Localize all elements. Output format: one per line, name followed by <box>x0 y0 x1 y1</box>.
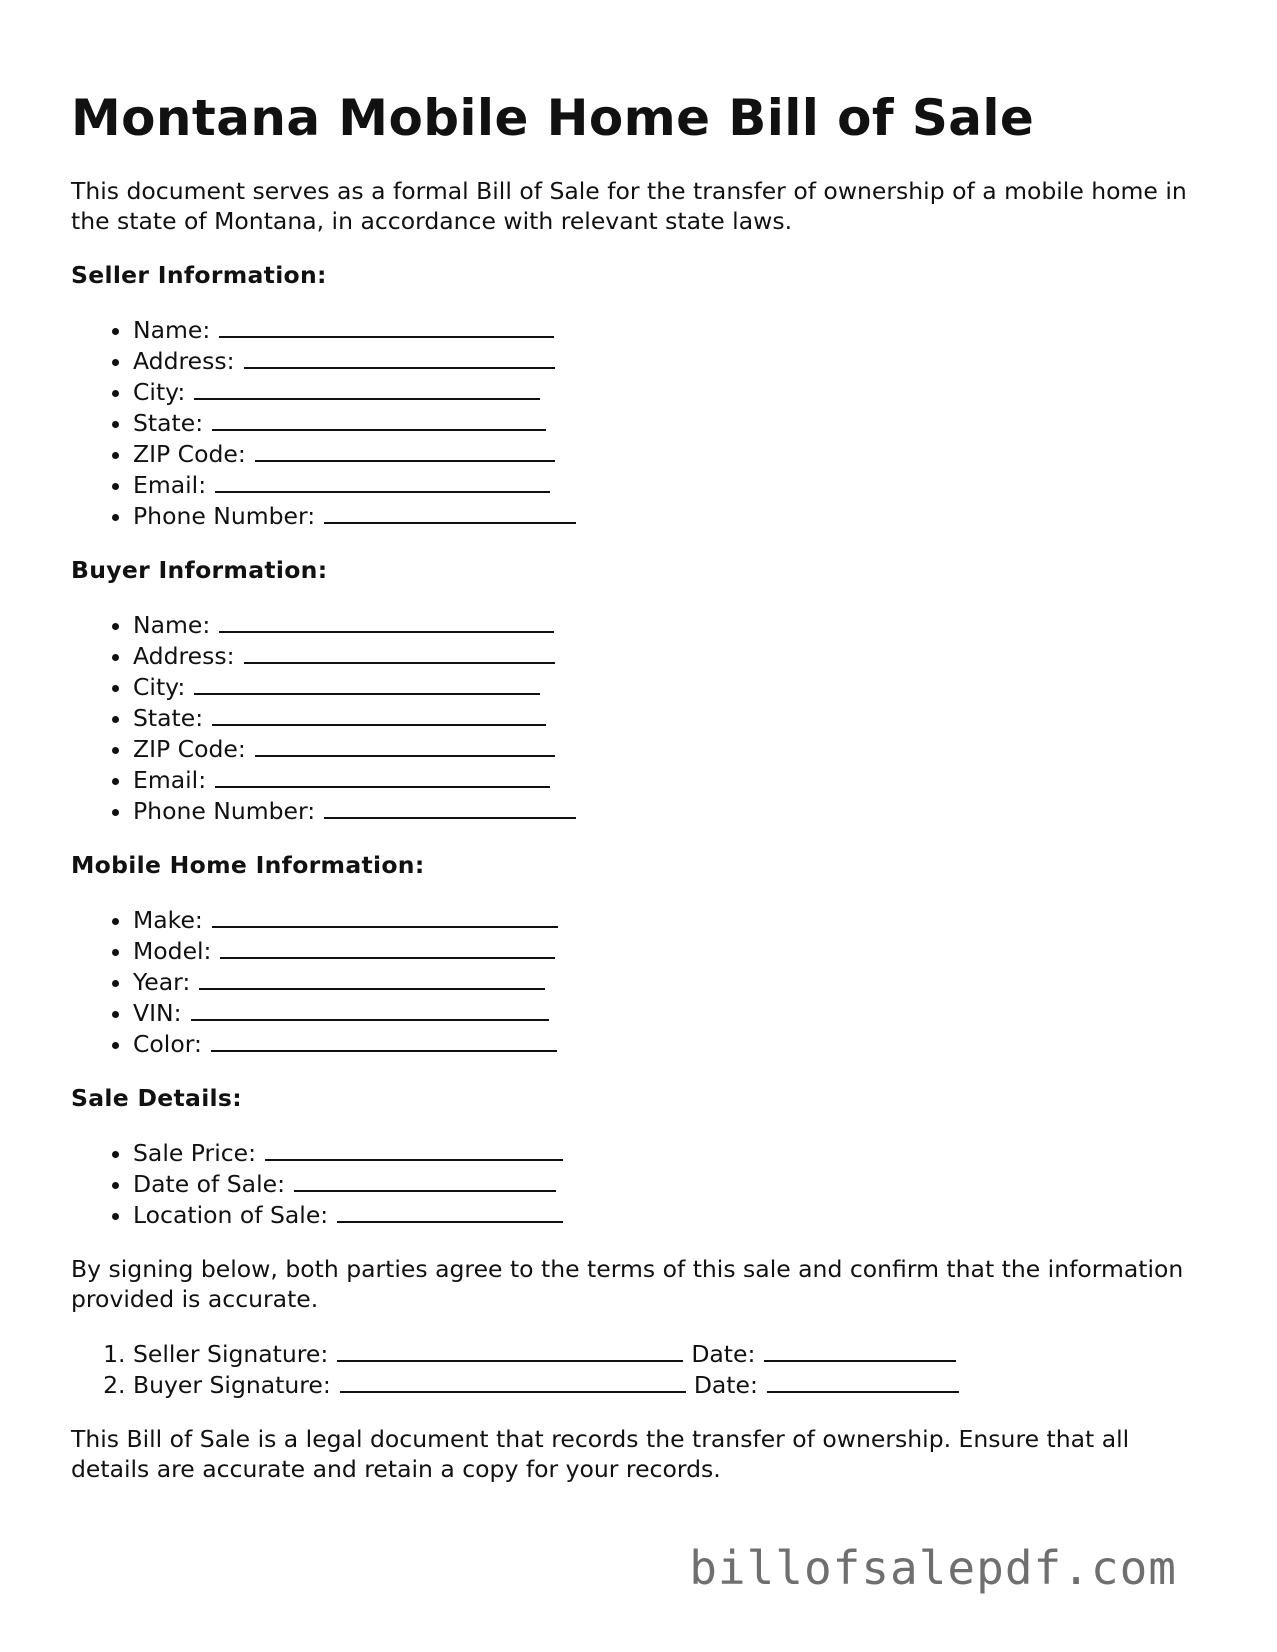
document-title: Montana Mobile Home Bill of Sale <box>71 89 1035 147</box>
seller-state-blank[interactable] <box>212 407 546 431</box>
field-label: Phone Number: <box>133 502 316 530</box>
home-model-blank[interactable] <box>220 935 555 959</box>
buyer-signature-label: Buyer Signature: <box>133 1371 331 1399</box>
buyer-date-blank[interactable] <box>767 1369 959 1393</box>
seller-phone-blank[interactable] <box>324 500 576 524</box>
buyer-signature-item <box>133 1369 1211 1400</box>
seller-signature-label: Seller Signature: <box>133 1340 329 1368</box>
intro-paragraph: This document serves as a formal Bill of Sale for the transfer of ownership of a mobile home in the state of Montana, in accordance with relevant state laws. <box>71 177 1187 235</box>
home-color-item <box>133 1028 1211 1059</box>
field-label: Name: <box>133 316 211 344</box>
seller-date-blank[interactable] <box>764 1338 956 1362</box>
seller-signature-item <box>133 1338 1211 1369</box>
buyer-field-list <box>71 609 1211 826</box>
buyer-email-blank[interactable] <box>215 764 550 788</box>
agreement-paragraph: By signing below, both parties agree to the terms of this sale and confirm that the information provided is accurate. <box>71 1255 1184 1313</box>
field-label: Year: <box>133 968 191 996</box>
buyer-address-blank[interactable] <box>244 640 555 664</box>
seller-city-blank[interactable] <box>194 376 540 400</box>
buyer-heading: Buyer Information: <box>71 556 328 584</box>
buyer-city-item <box>133 671 1211 702</box>
field-label: Sale Price: <box>133 1139 257 1167</box>
field-label: Address: <box>133 347 235 375</box>
seller-name-blank[interactable] <box>219 314 554 338</box>
sale-date-blank[interactable] <box>294 1168 556 1192</box>
home-make-blank[interactable] <box>212 904 558 928</box>
home-vin-item <box>133 997 1211 1028</box>
closing-paragraph: This Bill of Sale is a legal document that records the transfer of ownership. Ensure that all details are accurate and retain a copy for your records. <box>71 1425 1130 1483</box>
field-label: Email: <box>133 766 207 794</box>
home-field-list <box>71 904 1211 1059</box>
seller-city-item <box>133 376 1211 407</box>
field-label: Phone Number: <box>133 797 316 825</box>
sale-location-item <box>133 1199 1211 1230</box>
signature-list <box>71 1338 1211 1400</box>
sale-price-blank[interactable] <box>265 1137 563 1161</box>
seller-address-item <box>133 345 1211 376</box>
sale-date-item <box>133 1168 1211 1199</box>
buyer-state-blank[interactable] <box>212 702 546 726</box>
field-label: Color: <box>133 1030 202 1058</box>
seller-zip-item <box>133 438 1211 469</box>
buyer-date-label: Date: <box>693 1371 758 1399</box>
field-label: Email: <box>133 471 207 499</box>
buyer-name-item <box>133 609 1211 640</box>
field-label: Make: <box>133 906 203 934</box>
home-color-blank[interactable] <box>211 1028 557 1052</box>
sale-field-list <box>71 1137 1211 1230</box>
field-label: Location of Sale: <box>133 1201 329 1229</box>
sale-heading: Sale Details: <box>71 1084 242 1112</box>
seller-date-label: Date: <box>691 1340 756 1368</box>
buyer-address-item <box>133 640 1211 671</box>
buyer-name-blank[interactable] <box>219 609 554 633</box>
buyer-zip-item <box>133 733 1211 764</box>
seller-email-item <box>133 469 1211 500</box>
seller-field-list <box>71 314 1211 531</box>
buyer-phone-item <box>133 795 1211 826</box>
home-heading: Mobile Home Information: <box>71 851 425 879</box>
seller-heading: Seller Information: <box>71 261 327 289</box>
buyer-phone-blank[interactable] <box>324 795 576 819</box>
field-label: City: <box>133 673 186 701</box>
home-vin-blank[interactable] <box>191 997 549 1021</box>
field-label: State: <box>133 409 204 437</box>
field-label: VIN: <box>133 999 182 1027</box>
buyer-state-item <box>133 702 1211 733</box>
field-label: ZIP Code: <box>133 440 246 468</box>
document <box>71 88 1211 1484</box>
seller-state-item <box>133 407 1211 438</box>
field-label: Date of Sale: <box>133 1170 285 1198</box>
seller-email-blank[interactable] <box>215 469 550 493</box>
sale-location-blank[interactable] <box>337 1199 563 1223</box>
field-label: City: <box>133 378 186 406</box>
seller-name-item <box>133 314 1211 345</box>
seller-signature-blank[interactable] <box>337 1338 683 1362</box>
home-year-blank[interactable] <box>199 966 545 990</box>
seller-address-blank[interactable] <box>244 345 555 369</box>
buyer-city-blank[interactable] <box>194 671 540 695</box>
home-model-item <box>133 935 1211 966</box>
watermark: billofsalepdf.com <box>689 1541 1177 1595</box>
buyer-zip-blank[interactable] <box>255 733 555 757</box>
field-label: Address: <box>133 642 235 670</box>
home-make-item <box>133 904 1211 935</box>
field-label: Name: <box>133 611 211 639</box>
buyer-email-item <box>133 764 1211 795</box>
home-year-item <box>133 966 1211 997</box>
buyer-signature-blank[interactable] <box>340 1369 686 1393</box>
seller-zip-blank[interactable] <box>255 438 555 462</box>
sale-price-item <box>133 1137 1211 1168</box>
field-label: Model: <box>133 937 212 965</box>
field-label: State: <box>133 704 204 732</box>
seller-phone-item <box>133 500 1211 531</box>
field-label: ZIP Code: <box>133 735 246 763</box>
